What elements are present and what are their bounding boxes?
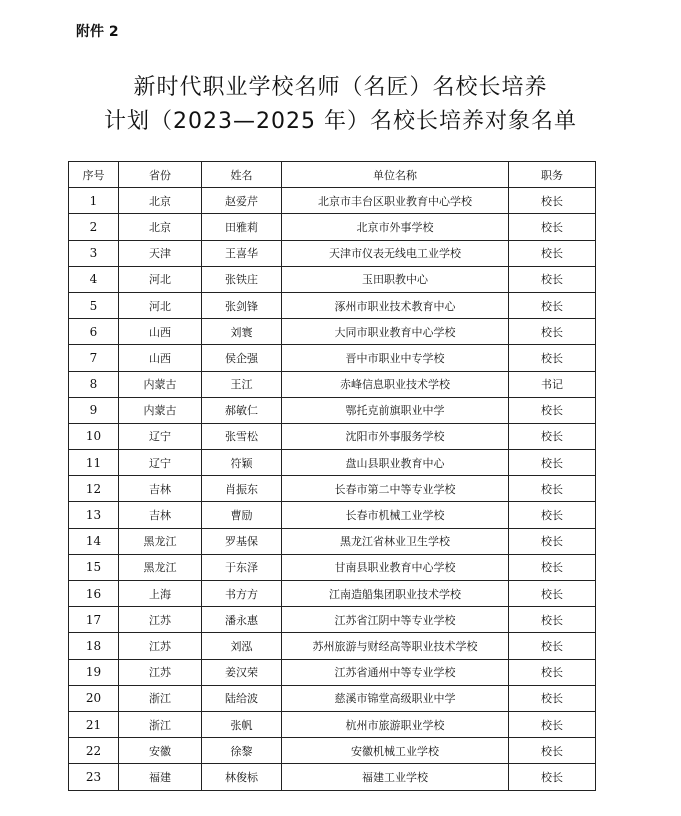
cell-position: 校长 [509, 476, 596, 502]
cell-unit: 晋中市职业中专学校 [282, 345, 509, 371]
table-row [69, 319, 596, 345]
cell-unit: 慈溪市锦堂高级职业中学 [282, 685, 509, 711]
table-row [69, 423, 596, 449]
cell-position: 校长 [509, 554, 596, 580]
cell-unit: 甘南县职业教育中心学校 [282, 554, 509, 580]
cell-province: 山西 [119, 345, 202, 371]
cell-unit: 长春市第二中等专业学校 [282, 476, 509, 502]
table-row [69, 528, 596, 554]
cell-index: 19 [69, 659, 119, 685]
cell-position: 校长 [509, 502, 596, 528]
cell-province: 内蒙古 [119, 371, 202, 397]
cell-position: 校长 [509, 528, 596, 554]
cell-province: 河北 [119, 292, 202, 318]
cell-position: 校长 [509, 423, 596, 449]
cell-name: 张剑锋 [202, 292, 282, 318]
cell-position: 校长 [509, 450, 596, 476]
cell-name: 徐黎 [202, 738, 282, 764]
table-row [69, 450, 596, 476]
cell-province: 北京 [119, 188, 202, 214]
cell-unit: 鄂托克前旗职业中学 [282, 397, 509, 423]
cell-unit: 大同市职业教育中心学校 [282, 319, 509, 345]
table-row [69, 711, 596, 737]
cell-index: 5 [69, 292, 119, 318]
table-row [69, 581, 596, 607]
cell-position: 校长 [509, 607, 596, 633]
cell-unit: 江南造船集团职业技术学校 [282, 581, 509, 607]
cell-position: 校长 [509, 240, 596, 266]
cell-name: 肖振东 [202, 476, 282, 502]
cell-province: 吉林 [119, 502, 202, 528]
table-row [69, 554, 596, 580]
cell-index: 20 [69, 685, 119, 711]
table-row [69, 292, 596, 318]
cell-index: 10 [69, 423, 119, 449]
table-row [69, 214, 596, 240]
cell-position: 校长 [509, 266, 596, 292]
cell-name: 王江 [202, 371, 282, 397]
cell-index: 6 [69, 319, 119, 345]
table-row [69, 371, 596, 397]
table-row [69, 764, 596, 790]
roster-table [68, 161, 596, 791]
cell-index: 4 [69, 266, 119, 292]
cell-province: 吉林 [119, 476, 202, 502]
column-header-index: 序号 [69, 162, 119, 188]
table-row [69, 345, 596, 371]
cell-province: 浙江 [119, 711, 202, 737]
table-row [69, 188, 596, 214]
cell-name: 刘泓 [202, 633, 282, 659]
cell-position: 校长 [509, 738, 596, 764]
cell-index: 16 [69, 581, 119, 607]
cell-province: 浙江 [119, 685, 202, 711]
cell-position: 校长 [509, 188, 596, 214]
cell-name: 张雪松 [202, 423, 282, 449]
cell-name: 潘永惠 [202, 607, 282, 633]
cell-unit: 北京市丰台区职业教育中心学校 [282, 188, 509, 214]
column-header-province: 省份 [119, 162, 202, 188]
cell-name: 田雅莉 [202, 214, 282, 240]
cell-index: 14 [69, 528, 119, 554]
cell-name: 姜汉荣 [202, 659, 282, 685]
cell-position: 校长 [509, 764, 596, 790]
cell-unit: 安徽机械工业学校 [282, 738, 509, 764]
cell-province: 上海 [119, 581, 202, 607]
cell-unit: 杭州市旅游职业学校 [282, 711, 509, 737]
table-row [69, 633, 596, 659]
cell-province: 河北 [119, 266, 202, 292]
cell-position: 校长 [509, 581, 596, 607]
cell-position: 校长 [509, 319, 596, 345]
cell-name: 于东泽 [202, 554, 282, 580]
document-title-line-1: 新时代职业学校名师（名匠）名校长培养 [133, 75, 548, 100]
cell-position: 书记 [509, 371, 596, 397]
attachment-label: 附件 2 [76, 24, 119, 40]
cell-name: 侯企强 [202, 345, 282, 371]
cell-unit: 赤峰信息职业技术学校 [282, 371, 509, 397]
cell-unit: 玉田职教中心 [282, 266, 509, 292]
table-row [69, 659, 596, 685]
cell-index: 23 [69, 764, 119, 790]
cell-index: 18 [69, 633, 119, 659]
cell-unit: 黑龙江省林业卫生学校 [282, 528, 509, 554]
document-title-line-2: 计划（2023—2025 年）名校长培养对象名单 [104, 109, 577, 134]
cell-province: 北京 [119, 214, 202, 240]
cell-index: 8 [69, 371, 119, 397]
cell-unit: 沈阳市外事服务学校 [282, 423, 509, 449]
cell-position: 校长 [509, 633, 596, 659]
cell-province: 黑龙江 [119, 554, 202, 580]
cell-province: 江苏 [119, 633, 202, 659]
table-row [69, 685, 596, 711]
cell-position: 校长 [509, 292, 596, 318]
cell-name: 罗基保 [202, 528, 282, 554]
cell-index: 11 [69, 450, 119, 476]
cell-name: 刘寰 [202, 319, 282, 345]
table-row [69, 738, 596, 764]
cell-name: 曹励 [202, 502, 282, 528]
cell-name: 林俊标 [202, 764, 282, 790]
cell-index: 15 [69, 554, 119, 580]
cell-index: 7 [69, 345, 119, 371]
table-body [69, 188, 596, 790]
column-header-position: 职务 [509, 162, 596, 188]
cell-name: 张铁庄 [202, 266, 282, 292]
cell-province: 内蒙古 [119, 397, 202, 423]
cell-name: 王喜华 [202, 240, 282, 266]
cell-province: 江苏 [119, 607, 202, 633]
cell-unit: 福建工业学校 [282, 764, 509, 790]
cell-index: 21 [69, 711, 119, 737]
cell-index: 2 [69, 214, 119, 240]
cell-index: 1 [69, 188, 119, 214]
cell-index: 12 [69, 476, 119, 502]
table-header-row [69, 162, 596, 188]
cell-province: 辽宁 [119, 423, 202, 449]
cell-name: 赵爱芹 [202, 188, 282, 214]
cell-index: 3 [69, 240, 119, 266]
table-row [69, 240, 596, 266]
cell-index: 17 [69, 607, 119, 633]
cell-position: 校长 [509, 711, 596, 737]
cell-index: 9 [69, 397, 119, 423]
cell-unit: 江苏省通州中等专业学校 [282, 659, 509, 685]
cell-unit: 江苏省江阴中等专业学校 [282, 607, 509, 633]
cell-name: 书方方 [202, 581, 282, 607]
cell-name: 郝敏仁 [202, 397, 282, 423]
cell-position: 校长 [509, 345, 596, 371]
table-row [69, 502, 596, 528]
cell-position: 校长 [509, 659, 596, 685]
cell-unit: 长春市机械工业学校 [282, 502, 509, 528]
cell-position: 校长 [509, 397, 596, 423]
table-row [69, 476, 596, 502]
cell-index: 22 [69, 738, 119, 764]
cell-unit: 北京市外事学校 [282, 214, 509, 240]
cell-name: 陆给波 [202, 685, 282, 711]
table-row [69, 266, 596, 292]
cell-province: 山西 [119, 319, 202, 345]
cell-province: 天津 [119, 240, 202, 266]
column-header-name: 姓名 [202, 162, 282, 188]
cell-unit: 涿州市职业技术教育中心 [282, 292, 509, 318]
cell-province: 江苏 [119, 659, 202, 685]
cell-province: 安徽 [119, 738, 202, 764]
table-row [69, 607, 596, 633]
cell-position: 校长 [509, 685, 596, 711]
cell-name: 张帆 [202, 711, 282, 737]
cell-position: 校长 [509, 214, 596, 240]
cell-province: 辽宁 [119, 450, 202, 476]
cell-unit: 天津市仪表无线电工业学校 [282, 240, 509, 266]
cell-unit: 苏州旅游与财经高等职业技术学校 [282, 633, 509, 659]
cell-province: 福建 [119, 764, 202, 790]
cell-name: 符颖 [202, 450, 282, 476]
cell-province: 黑龙江 [119, 528, 202, 554]
table-row [69, 397, 596, 423]
cell-unit: 盘山县职业教育中心 [282, 450, 509, 476]
cell-index: 13 [69, 502, 119, 528]
column-header-unit: 单位名称 [282, 162, 509, 188]
